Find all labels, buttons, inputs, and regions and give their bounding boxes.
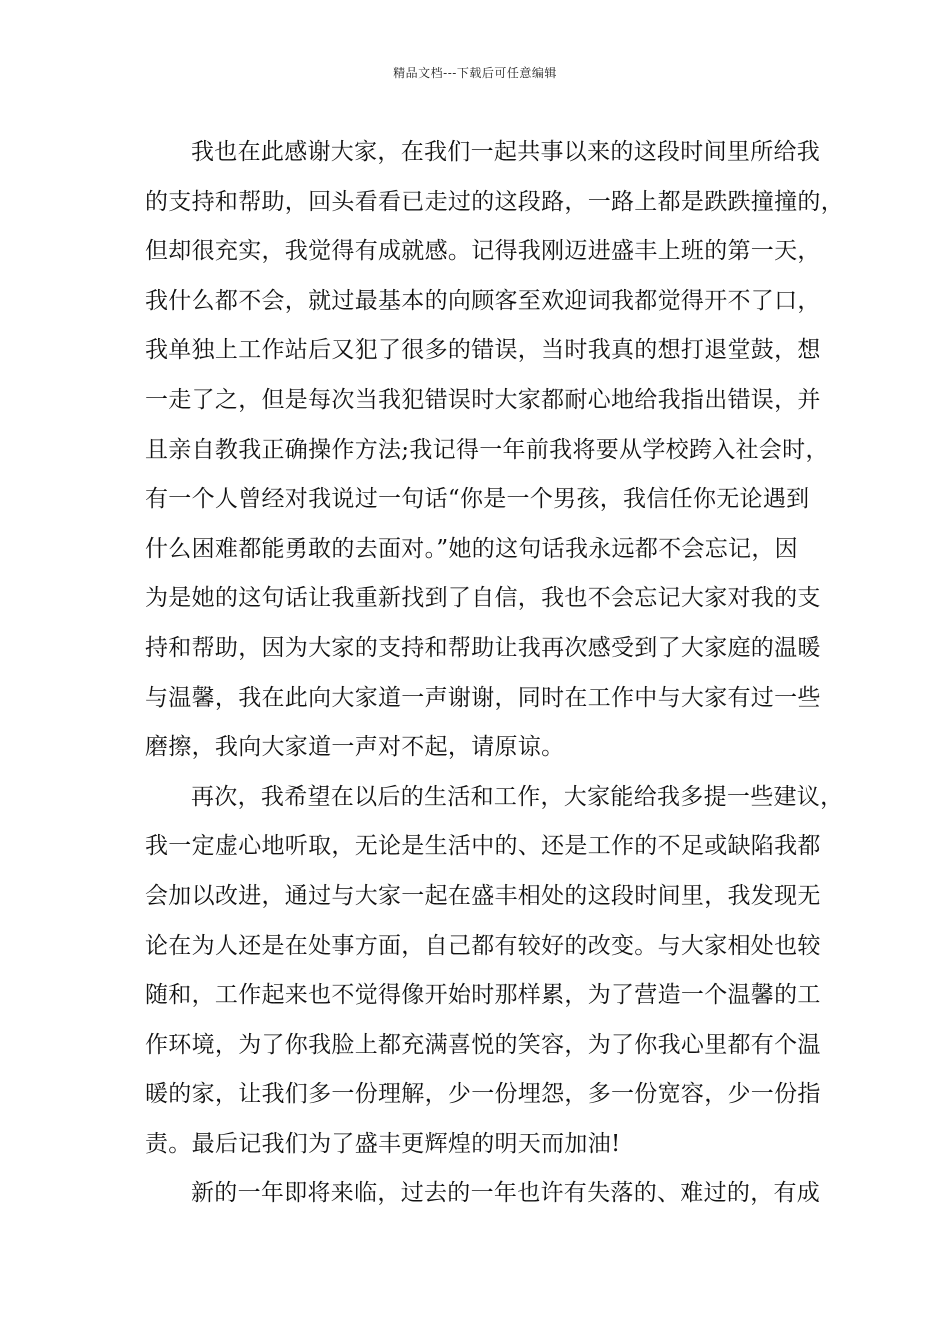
paragraph-line: 持和帮助，因为大家的支持和帮助让我再次感受到了大家庭的温暖 [145,634,821,661]
paragraph-line: 我什么都不会，就过最基本的向顾客至欢迎词我都觉得开不了口， [145,287,821,314]
paragraph-line: 论在为人还是在处事方面，自己都有较好的改变。与大家相处也较 [145,932,821,959]
page-header: 精品文档---下载后可任意编辑 [393,66,557,80]
paragraph-line: 再次，我希望在以后的生活和工作，大家能给我多提一些建议， [191,783,844,810]
paragraph-line: 且亲自教我正确操作方法;我记得一年前我将要从学校跨入社会时， [145,436,829,463]
paragraph-line: 新的一年即将来临，过去的一年也许有失落的、难过的，有成 [191,1180,821,1207]
paragraph-line: 与温馨，我在此向大家道一声谢谢，同时在工作中与大家有过一些 [145,684,821,711]
paragraph-line: 磨擦，我向大家道一声对不起，请原谅。 [145,734,565,761]
body-text [145,128,844,1219]
paragraph-line: 我单独上工作站后又犯了很多的错误，当时我真的想打退堂鼓，想 [145,337,821,364]
paragraph-line: 作环境，为了你我脸上都充满喜悦的笑容，为了你我心里都有个温 [145,1031,821,1058]
paragraph-line: 但却很充实，我觉得有成就感。记得我刚迈进盛丰上班的第一天， [145,238,821,265]
paragraph-line: 有一个人曾经对我说过一句话“你是一个男孩，我信任你无论遇到 [145,486,810,513]
paragraph-line: 随和，工作起来也不觉得像开始时那样累，为了营造一个温馨的工 [145,982,821,1009]
paragraph-line: 暖的家，让我们多一份理解，少一份埋怨，多一份宽容，少一份指 [145,1081,821,1108]
paragraph-line: 我一定虚心地听取，无论是生活中的、还是工作的不足或缺陷我都 [145,833,821,860]
paragraph-line: 为是她的这句话让我重新找到了自信，我也不会忘记大家对我的支 [145,585,821,612]
paragraph-line: 会加以改进，通过与大家一起在盛丰相处的这段时间里，我发现无 [145,882,821,909]
paragraph-line: 的支持和帮助，回头看看已走过的这段路，一路上都是跌跌撞撞的， [145,188,844,215]
paragraph-line: 责。最后记我们为了盛丰更辉煌的明天而加油! [145,1130,621,1157]
paragraph-line: 我也在此感谢大家，在我们一起共事以来的这段时间里所给我 [191,139,821,165]
paragraph-line: 什么困难都能勇敢的去面对。”她的这句话我永远都不会忘记，因 [145,535,798,562]
paragraph-line: 一走了之，但是每次当我犯错误时大家都耐心地给我指出错误，并 [145,386,821,413]
